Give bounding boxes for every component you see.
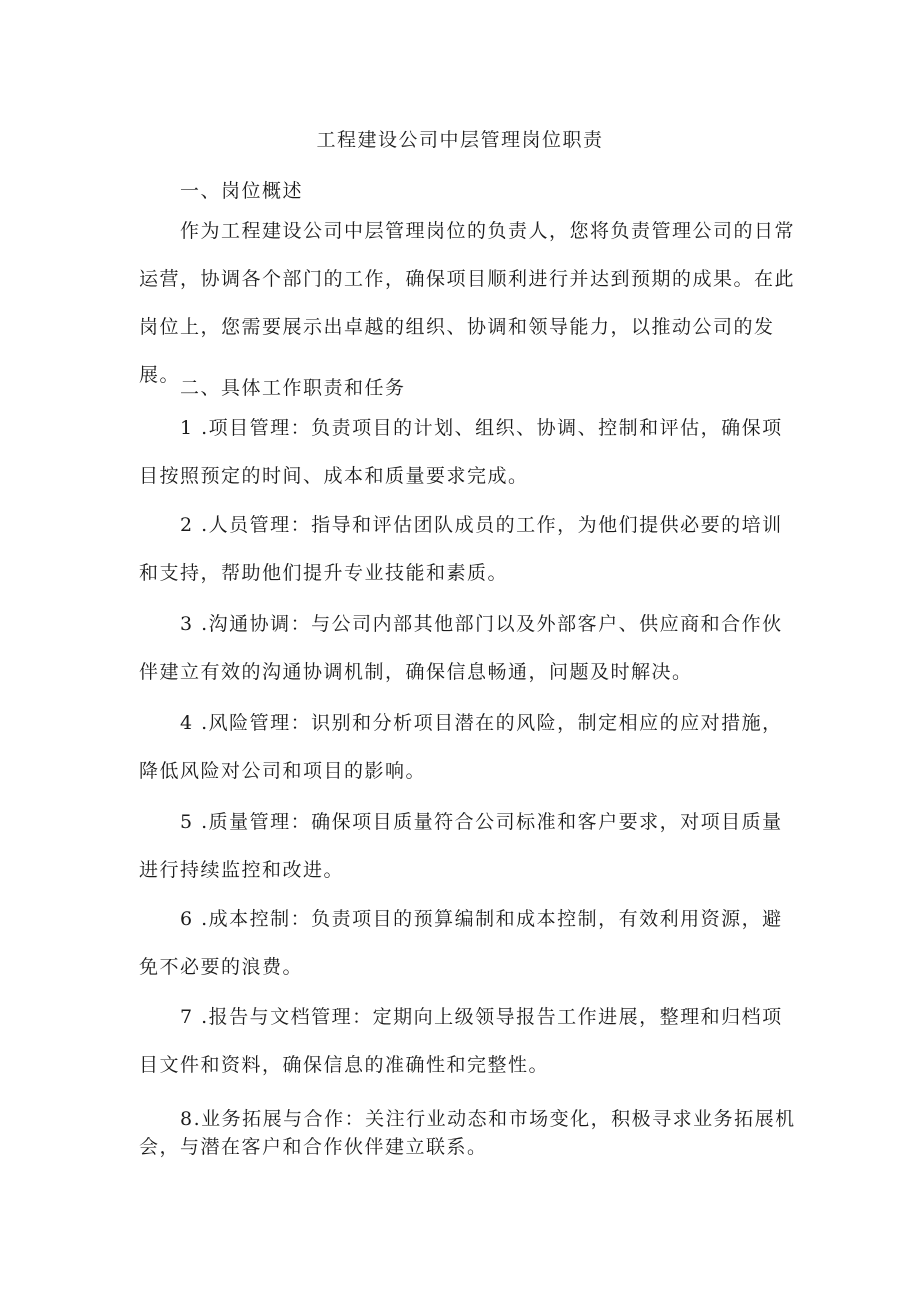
duty-item-2: 2 .人员管理：指导和评估团队成员的工作，为他们提供必要的培训和支持，帮助他们提升专业技能和素质。 xyxy=(139,514,783,584)
duty-item-6: 6 .成本控制：负责项目的预算编制和成本控制，有效利用资源，避免不必要的浪费。 xyxy=(139,908,783,978)
duty-item-4: 4 .风险管理：识别和分析项目潜在的风险，制定相应的应对措施，降低风险对公司和项目的影响。 xyxy=(139,712,783,782)
duty-item-1: 1 .项目管理：负责项目的计划、组织、协调、控制和评估，确保项目按照预定的时间、成本和质量要求完成。 xyxy=(139,417,783,487)
overview-paragraph: 作为工程建设公司中层管理岗位的负责人，您将负责管理公司的日常运营，协调各个部门的工作，确保项目顺利进行并达到预期的成果。在此岗位上，您需要展示出卓越的组织、协调和领导能力，以推动公司的发展。 xyxy=(139,220,796,386)
duty-item-3: 3 .沟通协调：与公司内部其他部门以及外部客户、供应商和合作伙伴建立有效的沟通协调机制，确保信息畅通，问题及时解决。 xyxy=(139,613,783,683)
duty-item-5: 5 .质量管理：确保项目质量符合公司标准和客户要求，对项目质量进行持续监控和改进。 xyxy=(139,811,783,881)
section-heading-duties: 二、具体工作职责和任务 xyxy=(180,377,406,399)
section-heading-overview: 一、岗位概述 xyxy=(180,180,304,202)
duty-item-8: 8.业务拓展与合作：关注行业动态和市场变化，积极寻求业务拓展机会，与潜在客户和合作伙伴建立联系。 xyxy=(139,1108,796,1158)
duty-item-7: 7 .报告与文档管理：定期向上级领导报告工作进展，整理和归档项目文件和资料，确保信息的准确性和完整性。 xyxy=(139,1006,783,1076)
document-title: 工程建设公司中层管理岗位职责 xyxy=(316,129,604,151)
